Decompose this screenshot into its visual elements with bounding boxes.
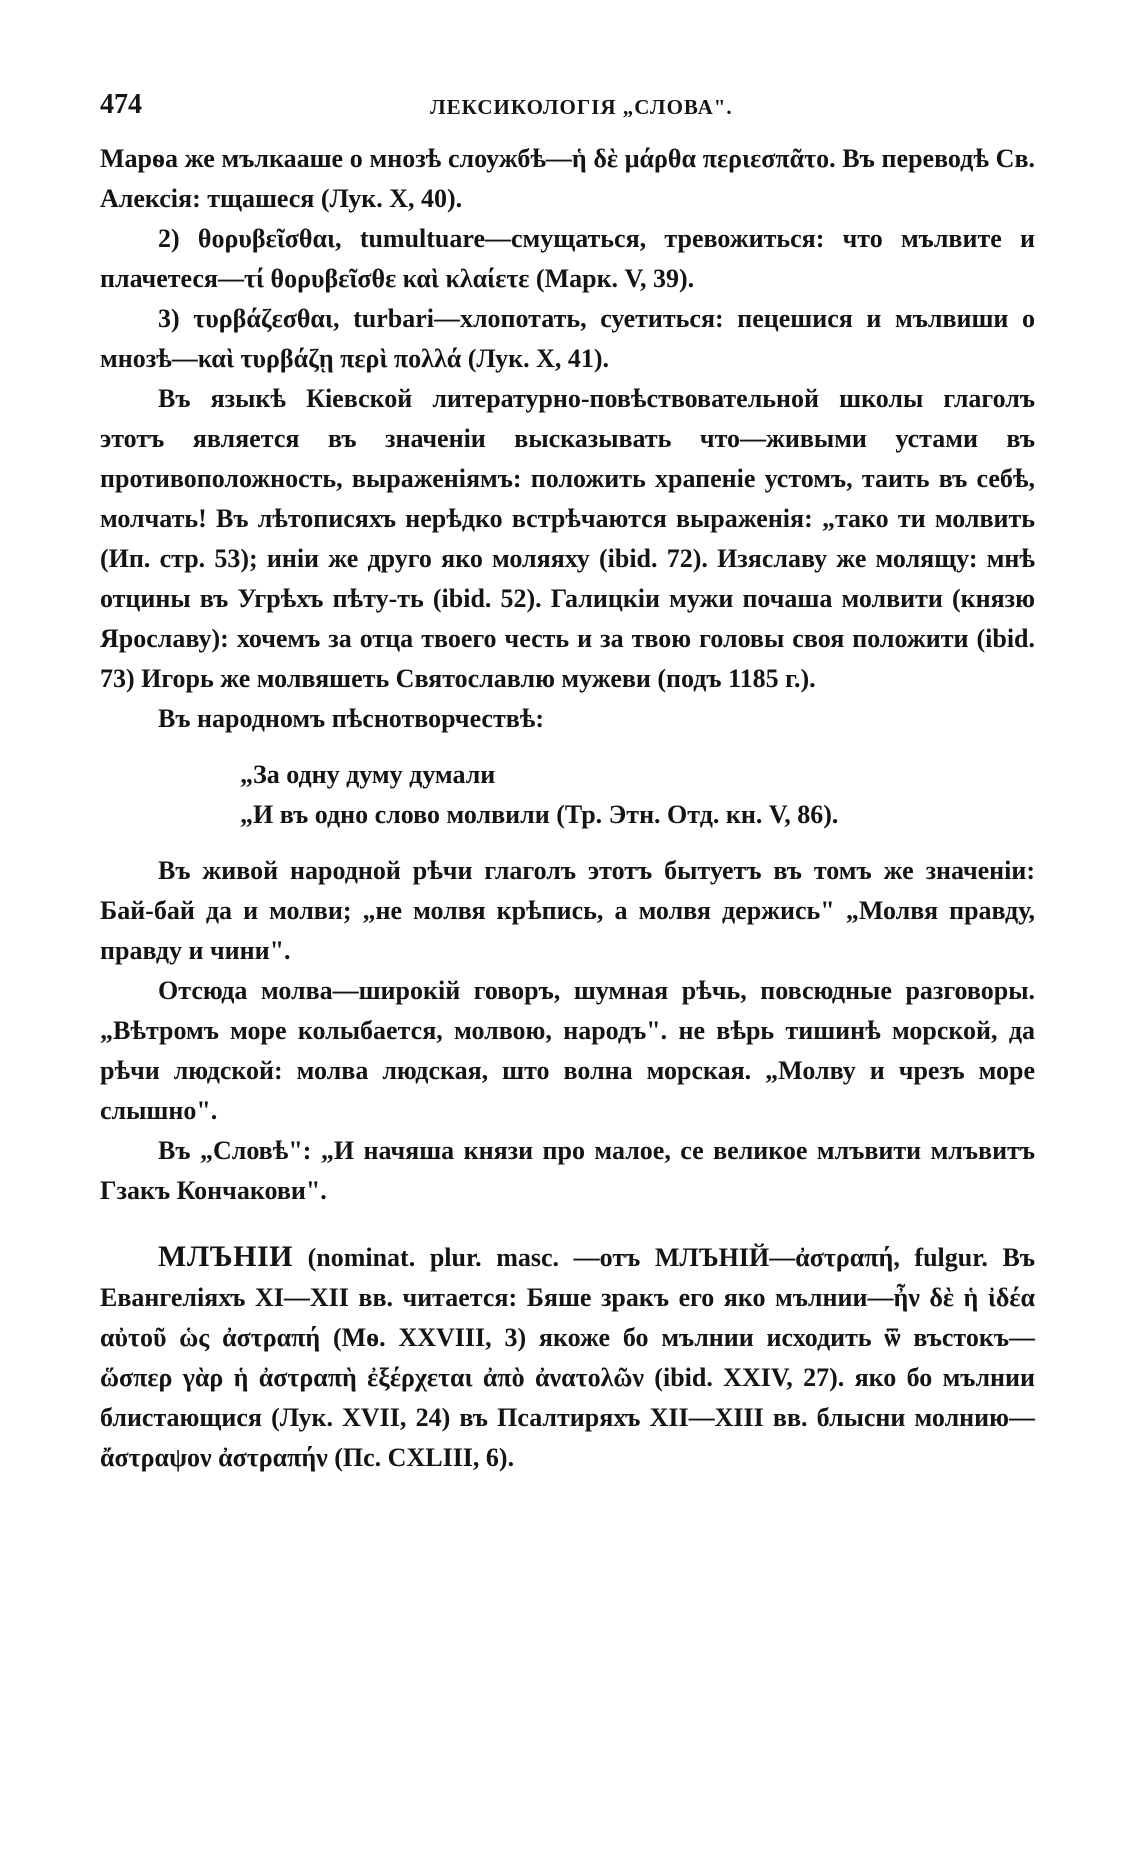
- paragraph-1: Марѳа же мълкааше о мнозѣ слоужбѣ—ἡ δὲ μάρθα περιεσπᾶτο. Въ переводѣ Св. Алексія: тщашеся (Лук. X, 40).: [100, 144, 1035, 213]
- paragraph-5: Въ народномъ пѣснотворчествѣ:: [158, 704, 545, 733]
- page-number: 474: [100, 89, 142, 120]
- page-header: [100, 85, 1035, 131]
- dictionary-entry: [100, 1237, 1035, 1478]
- book-page: [100, 85, 1035, 1478]
- paragraph-2: 2) θορυβεῖσθαι, tumultuare—смущаться, тревожиться: что мълвите и плачетеся—τί θορυβεῖσθε καὶ κλαίετε (Марк. V, 39).: [100, 224, 1035, 293]
- paragraph-3: 3) τυρβάζεσθαι, turbari—хлопотать, суетиться: пецешися и мълвиши о мнозѣ—καὶ τυρβάζῃ περὶ πολλά (Лук. X, 41).: [100, 304, 1035, 373]
- verse-line-2: „И въ одно слово молвили (Тр. Этн. Отд. кн. V, 86).: [240, 800, 839, 829]
- paragraph-7: Отсюда молва—широкій говоръ, шумная рѣчь, повсюдные разговоры. „Вѣтромъ море колыбается, молвою, народъ". не вѣрь тишинѣ морской, да рѣчи людской: молва людская, што волна морская. „Молву и чрезъ море слышно".: [100, 976, 1035, 1125]
- verse-line-1: „За одну думу думали: [240, 760, 496, 789]
- paragraph-6: Въ живой народной рѣчи глаголъ этотъ бытуетъ въ томъ же значеніи: Бай-бай да и молви; „не молвя крѣпись, а молвя держись" „Молвя правду, правду и чини".: [100, 856, 1035, 965]
- entry-headword: МЛЪНІИ: [158, 1240, 293, 1273]
- paragraph-8: Въ „Словѣ": „И начяша князи про малое, се великое млъвити млъвитъ Гзакъ Кончакови".: [100, 1136, 1035, 1205]
- entry-text: (nominat. plur. masc. —отъ МЛЪНІЙ—ἀστραπή, fulgur. Въ Евангеліяхъ XI—XII вв. читается: Бяше зракъ его яко мълнии—ἦν δὲ ἡ ἰδέα αὐτοῦ ὡς ἀστραπή (Мѳ. XXVIII, 3) якоже бо мълнии исходить ѿ въстокъ—ὥσπερ γὰρ ἡ ἀστραπὴ ἐξέρχεται ἀπὸ ἀνατολῶν (ibid. XXIV, 27). яко бо мълнии блистающися (Лук. XVII, 24) въ Псалтиряхъ XII—XIII вв. блысни молнию—ἄστραψον ἀστραπήν (Пс. CXLIII, 6).: [100, 1243, 1036, 1472]
- paragraph-4: Въ языкѣ Кіевской литературно-повѣствовательной школы глаголъ этотъ является въ значеніи высказывать что—живыми устами въ противоположность, выраженіямъ: положить храпеніе устомъ, таить въ себѣ, молчать! Въ лѣтописяхъ нерѣдко встрѣчаются выраженія: „тако ти молвить (Ип. стр. 53); иніи же друго яко моляяху (ibid. 72). Изяславу же молящу: мнѣ отцины въ Угрѣхъ пѣту-ть (ibid. 52). Галицкіи мужи почаша молвити (князю Ярославу): хочемъ за отца твоего честь и за твою головы своя положити (ibid. 73) Игорь же молвяшеть Святославлю мужеви (подъ 1185 г.).: [100, 384, 1035, 693]
- running-title: ЛЕКСИКОЛОГІЯ „СЛОВА".: [430, 95, 733, 119]
